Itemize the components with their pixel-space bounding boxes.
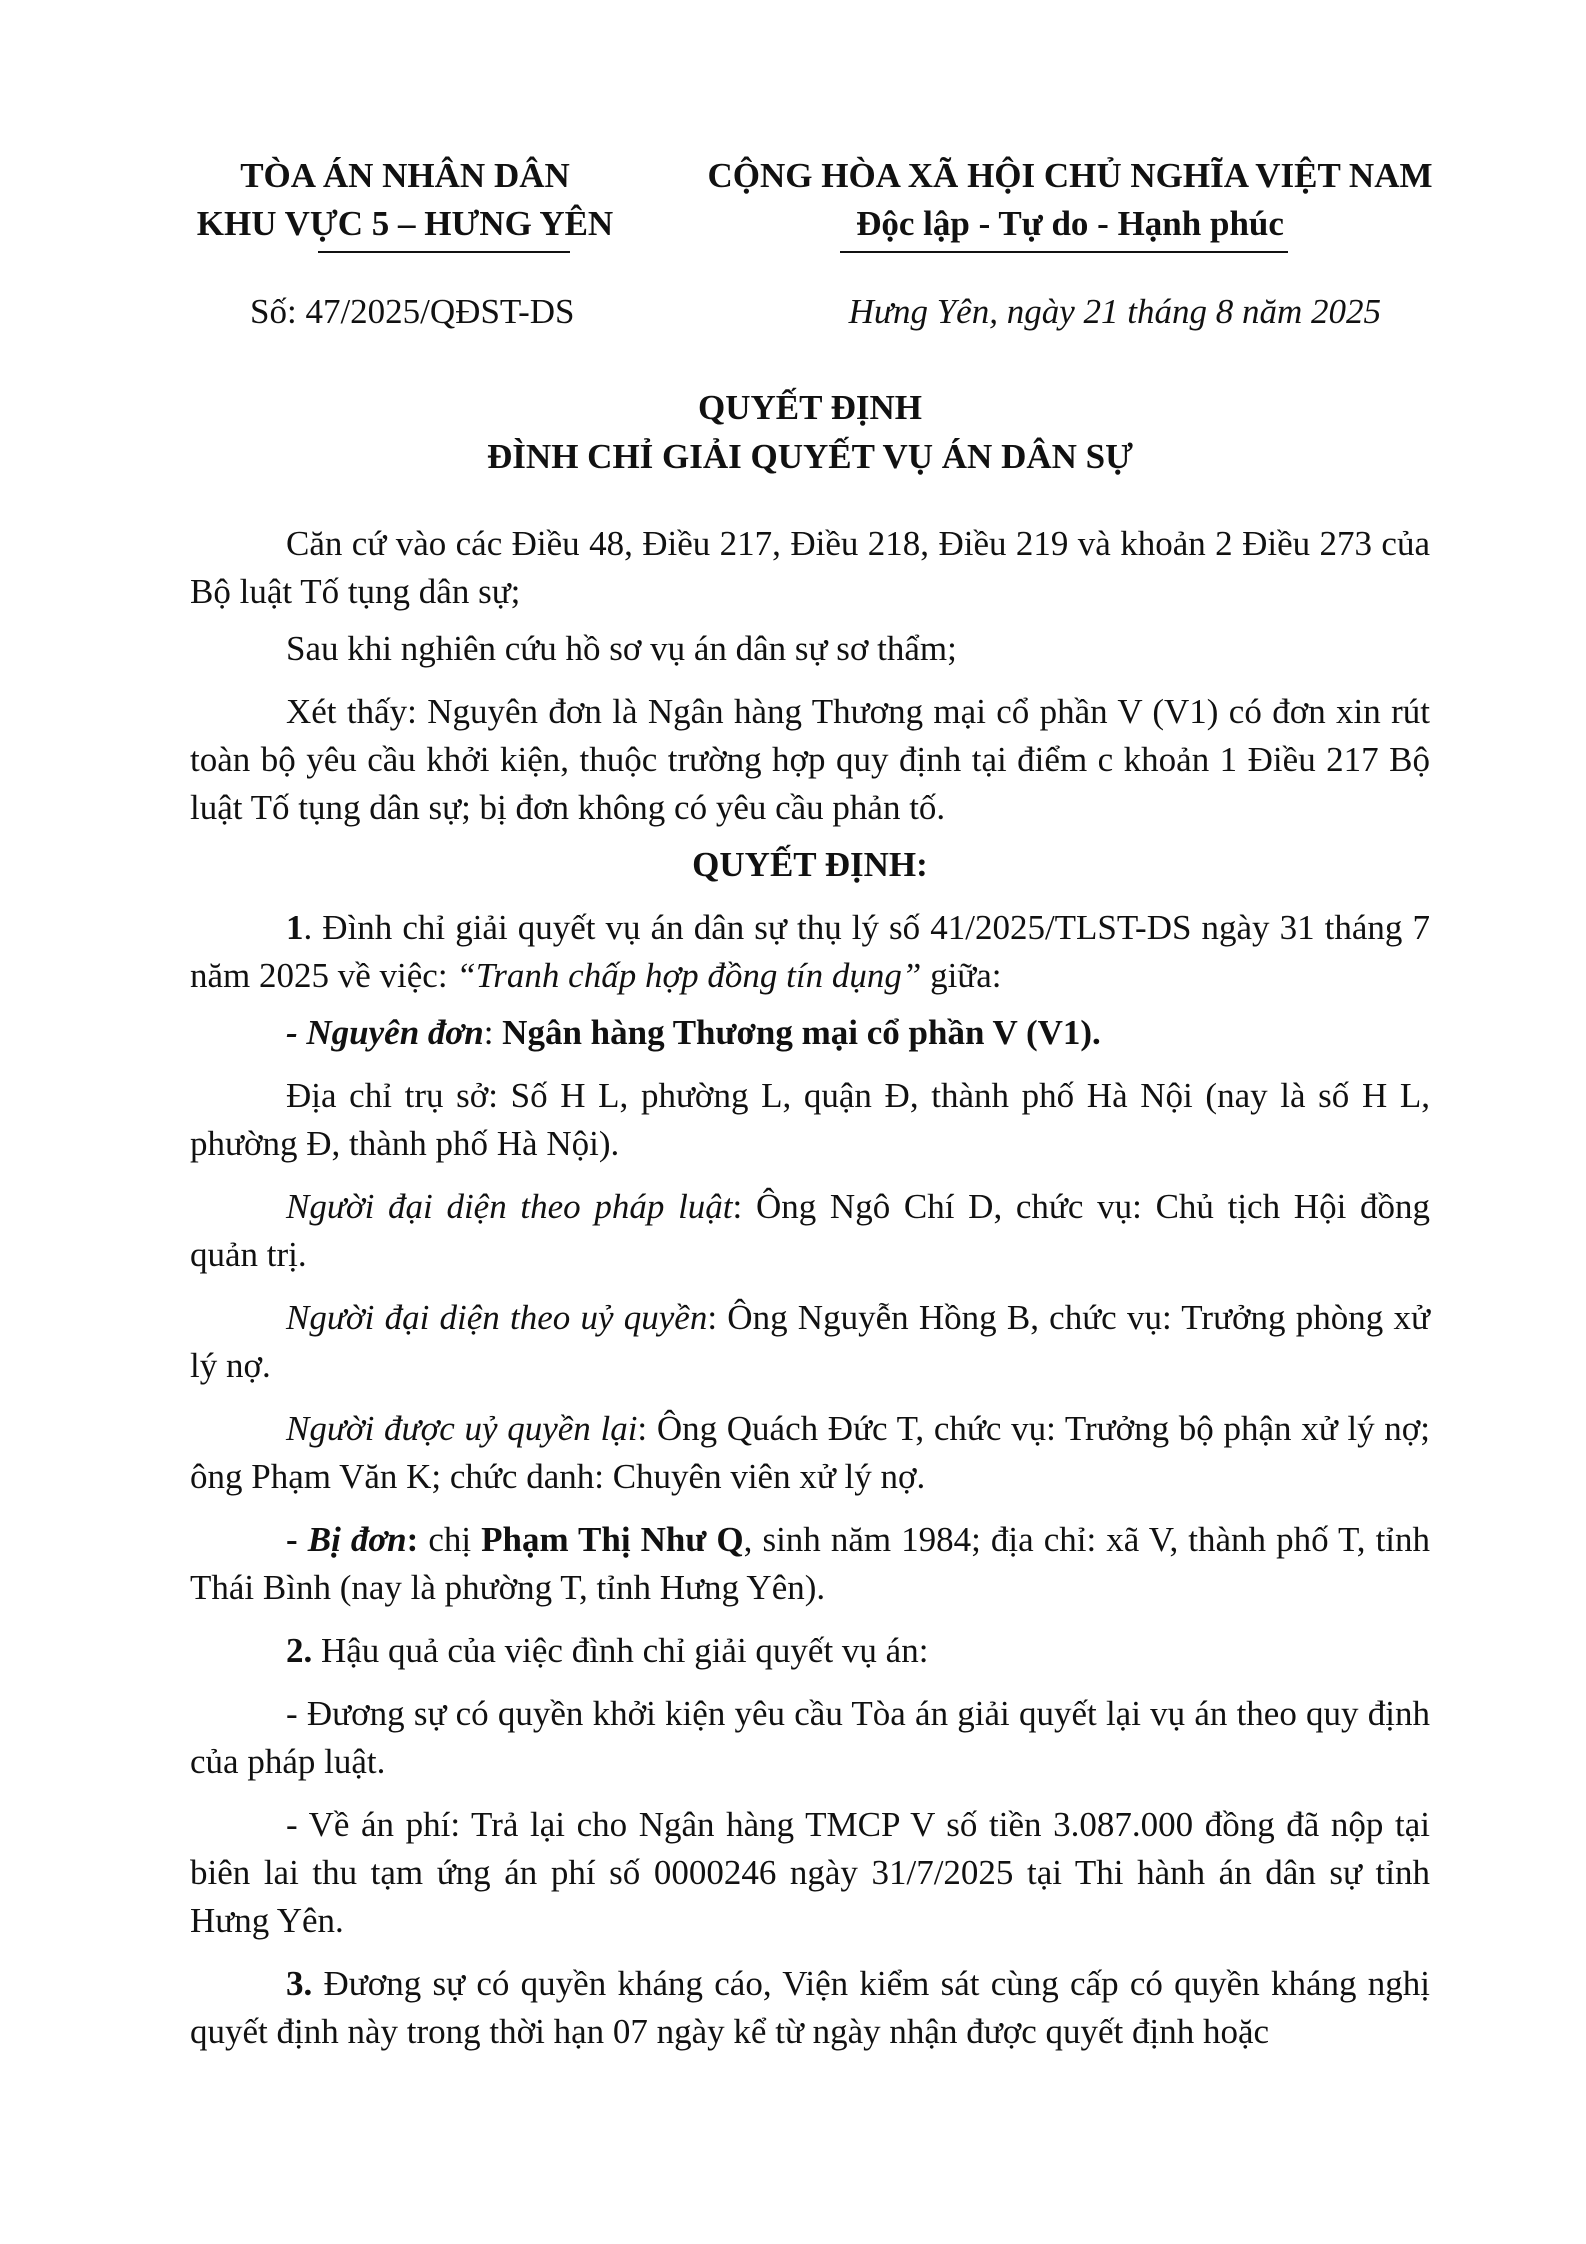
document-title (190, 383, 1430, 481)
court-region: KHU VỰC 5 – HƯNG YÊN (196, 204, 614, 243)
defendant-dash: - (286, 1520, 308, 1559)
court-name: TÒA ÁN NHÂN DÂN (240, 156, 570, 195)
defendant-name: Phạm Thị Như Q (481, 1520, 744, 1559)
legal-basis-paragraph: Căn cứ vào các Điều 48, Điều 217, Điều 218, Điều 219 và khoản 2 Điều 273 của Bộ luật Tố tụng dân sự; (190, 524, 1430, 611)
plaintiff-line (190, 1009, 1430, 1057)
item-1-number: 1 (286, 908, 304, 947)
document-body (190, 520, 1430, 2071)
case-name: “Tranh chấp hợp đồng tín dụng” (456, 956, 922, 995)
item-2-right-to-sue: - Đương sự có quyền khởi kiện yêu cầu Tòa án giải quyết lại vụ án theo quy định của pháp luật. (190, 1694, 1430, 1781)
item-1-text-b: giữa: (921, 956, 1002, 995)
national-header (660, 152, 1480, 248)
defendant-colon: : (406, 1520, 429, 1559)
item-3-text: Đương sự có quyền kháng cáo, Viện kiểm sát cùng cấp có quyền kháng nghị quyết định này trong thời hạn 07 ngày kể từ ngày nhận được quyết định hoặc (190, 1964, 1430, 2051)
authorized-representative (190, 1294, 1430, 1390)
national-motto: Độc lập - Tự do - Hạnh phúc (856, 204, 1284, 243)
defendant-text: , sinh năm 1984; địa chỉ: xã V, thành phố T, tỉnh Thái Bình (nay là phường T, tỉnh Hưng Yên). (190, 1520, 1431, 1607)
legal-representative (190, 1183, 1430, 1279)
decision-item-1 (190, 904, 1430, 1000)
item-2-court-fee: - Về án phí: Trả lại cho Ngân hàng TMCP V số tiền 3.087.000 đồng đã nộp tại biên lai thu tạm ứng án phí số 0000246 ngày 31/7/2025 tại Thi hành án dân sự tỉnh Hưng Yên. (190, 1805, 1430, 1940)
decision-item-2 (190, 1627, 1430, 1675)
plaintiff-name: Ngân hàng Thương mại cổ phần V (V1). (502, 1013, 1101, 1052)
defendant-line (190, 1516, 1430, 1612)
plaintiff-label: - Nguyên đơn (286, 1013, 484, 1052)
decision-heading: QUYẾT ĐỊNH: (692, 845, 928, 884)
court-underline (318, 251, 570, 253)
title-line-2: ĐÌNH CHỈ GIẢI QUYẾT VỤ ÁN DÂN SỰ (487, 437, 1133, 476)
item-1-text-a: . Đình chỉ giải quyết vụ án dân sự thụ lý số 41/2025/TLST-DS ngày 31 tháng 7 năm 2025 về việc: (190, 908, 1430, 995)
review-paragraph: Sau khi nghiên cứu hồ sơ vụ án dân sự sơ thẩm; (286, 629, 957, 668)
item-2-number: 2. (286, 1631, 313, 1670)
sub-authorized-persons (190, 1405, 1430, 1501)
national-title: CỘNG HÒA XÃ HỘI CHỦ NGHĨA VIỆT NAM (707, 156, 1433, 195)
auth-rep-label: Người đại diện theo uỷ quyền (286, 1298, 708, 1337)
defendant-prefix: chị (428, 1520, 482, 1559)
sub-auth-text: : Ông Quách Đức T, chức vụ: Trưởng bộ phận xử lý nợ; ông Phạm Văn K; chức danh: Chuyên viên xử lý nợ. (190, 1409, 1430, 1496)
legal-rep-label: Người đại diện theo pháp luật (286, 1187, 733, 1226)
defendant-label: Bị đơn (307, 1520, 407, 1559)
motto-underline (840, 251, 1288, 253)
item-2-text: Hậu quả của việc đình chỉ giải quyết vụ án: (312, 1631, 929, 1670)
title-line-1: QUYẾT ĐỊNH (698, 388, 922, 427)
auth-rep-text: : Ông Nguyễn Hồng B, chức vụ: Trưởng phòng xử lý nợ. (190, 1298, 1430, 1385)
legal-rep-text: : Ông Ngô Chí D, chức vụ: Chủ tịch Hội đồng quản trị. (190, 1187, 1430, 1274)
plaintiff-separator: : (483, 1013, 503, 1052)
decision-item-3 (190, 1960, 1430, 2056)
item-3-number: 3. (286, 1964, 313, 2003)
plaintiff-address: Địa chỉ trụ sở: Số H L, phường L, quận Đ, thành phố Hà Nội (nay là số H L, phường Đ, thành phố Hà Nội). (190, 1076, 1430, 1163)
court-header (170, 152, 640, 248)
sub-auth-label: Người được uỷ quyền lại (286, 1409, 638, 1448)
place-date: Hưng Yên, ngày 21 tháng 8 năm 2025 (848, 292, 1381, 331)
document-number: Số: 47/2025/QĐST-DS (250, 292, 575, 331)
finding-paragraph: Xét thấy: Nguyên đơn là Ngân hàng Thương mại cổ phần V (V1) có đơn xin rút toàn bộ yêu cầu khởi kiện, thuộc trường hợp quy định tại điểm c khoản 1 Điều 217 Bộ luật Tố tụng dân sự; bị đơn không có yêu cầu phản tố. (190, 692, 1430, 827)
